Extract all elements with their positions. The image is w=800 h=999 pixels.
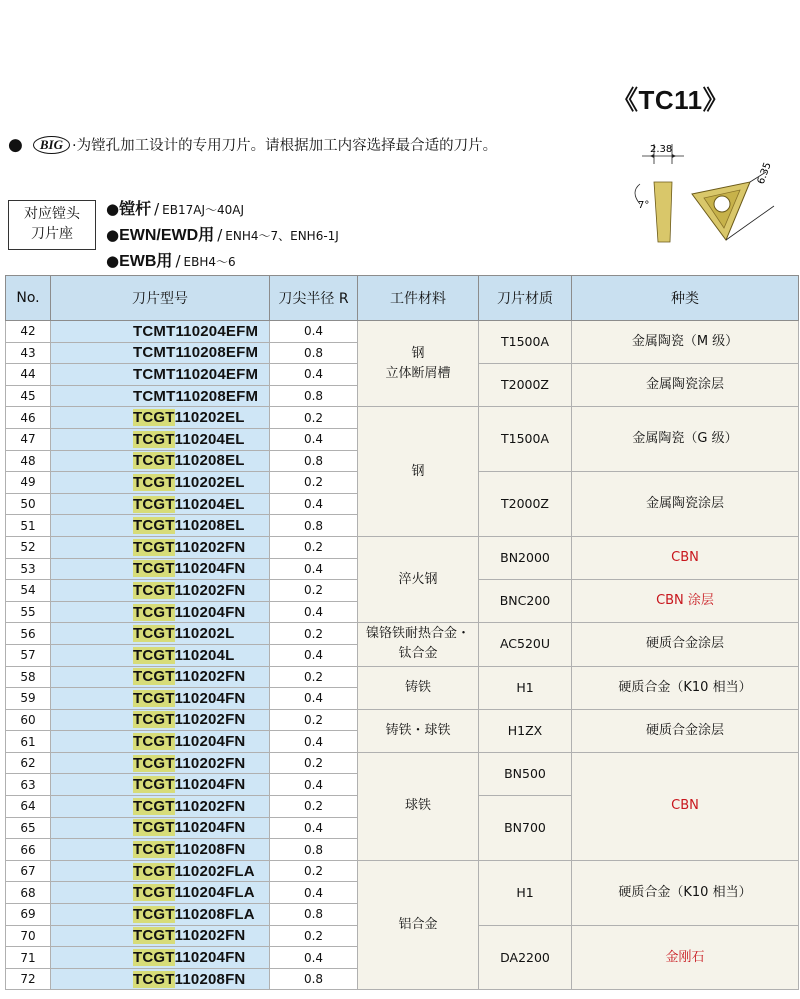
model-suffix: 110204EL [174,495,245,513]
insert-model [51,731,270,753]
model-prefix: TCGT [133,754,175,772]
row-number: 68 [6,882,51,904]
header-grade: 刀片材质 [479,276,572,321]
model-suffix: 110202FN [174,581,246,599]
holder-models: EBH4～6 [183,255,236,269]
table-row [6,752,799,774]
insert-top-view [692,161,774,240]
workpiece-material-line: 钢 [411,463,425,479]
model-suffix: 110202EL [174,409,245,427]
workpiece-material [358,666,479,709]
row-number: 45 [6,385,51,407]
bullet-icon: ● [106,200,120,218]
workpiece-material [358,860,479,990]
insert-kind: CBN 涂层 [572,580,799,623]
separator: / [154,200,160,218]
model-suffix: 110202FN [174,927,246,945]
insert-model [51,428,270,450]
insert-model [51,817,270,839]
model-prefix: TCGT [133,689,175,707]
holder-label-line: 对应镗头 [24,206,80,222]
model-prefix: TCGT [133,797,175,815]
table-row [6,407,799,429]
nose-radius: 0.4 [270,731,358,753]
nose-radius: 0.4 [270,774,358,796]
insert-model [51,536,270,558]
table-row [6,536,799,558]
row-number: 47 [6,428,51,450]
dim-width-label: 2.38 [650,144,673,155]
model-suffix: 110204EL [174,430,245,448]
insert-kind: 硬质合金涂层 [572,709,799,752]
row-number: 58 [6,666,51,688]
header-no: No. [6,276,51,321]
insert-model [51,904,270,926]
bullet-icon: ● [106,252,120,270]
model-suffix: 110204FN [174,560,246,578]
model-prefix: TCGT [133,452,175,470]
holder-label-box [8,200,96,250]
holder-models: EB17AJ～40AJ [162,203,245,217]
model-suffix: 110202FLA [174,862,255,880]
workpiece-material [358,407,479,537]
holder-name: EWN/EWD用 [119,227,215,244]
model-prefix: TCGT [133,970,175,988]
model-prefix: TCGT [133,776,175,794]
model-suffix: 110204FN [174,689,246,707]
row-number: 48 [6,450,51,472]
model-suffix: 110204FN [174,819,246,837]
insert-model [51,644,270,666]
insert-model [51,601,270,623]
nose-radius: 0.4 [270,558,358,580]
model-prefix: TCGT [133,927,175,945]
model-suffix: 110204FLA [174,884,255,902]
workpiece-material [358,623,479,666]
model-prefix: TCGT [133,733,175,751]
intro-text: ·为镗孔加工设计的专用刀片。请根据加工内容选择最合适的刀片。 [71,138,498,154]
insert-model [51,882,270,904]
row-number: 55 [6,601,51,623]
row-number: 42 [6,321,51,343]
row-number: 62 [6,752,51,774]
model-prefix: TCGT [133,625,175,643]
row-number: 63 [6,774,51,796]
header-kind: 种类 [572,276,799,321]
insert-grade: H1 [479,666,572,709]
model-prefix: TCMT [133,365,176,383]
nose-radius: 0.8 [270,515,358,537]
nose-radius: 0.4 [270,364,358,386]
model-prefix: TCGT [133,409,175,427]
nose-radius: 0.4 [270,321,358,343]
holder-label-line: 刀片座 [31,226,73,242]
insert-model [51,968,270,990]
holder-item [106,222,339,248]
model-suffix: 110202L [174,625,235,643]
insert-kind: 硬质合金涂层 [572,623,799,666]
bullet-icon: ● [106,226,120,244]
insert-grade: BN2000 [479,536,572,579]
nose-radius: 0.2 [270,536,358,558]
model-prefix: TCMT [133,322,176,340]
insert-model [51,774,270,796]
insert-grade: AC520U [479,623,572,666]
model-suffix: 110202FN [174,668,246,686]
model-prefix: TCGT [133,473,175,491]
insert-kind: 硬质合金（K10 相当） [572,666,799,709]
model-prefix: TCGT [133,646,175,664]
row-number: 64 [6,796,51,818]
insert-grade: BN700 [479,796,572,861]
insert-model [51,321,270,343]
insert-grade: H1ZX [479,709,572,752]
model-suffix: 110202EL [174,473,245,491]
model-suffix: 110204FN [174,733,246,751]
row-number: 54 [6,580,51,602]
model-prefix: TCGT [133,711,175,729]
model-prefix: TCGT [133,862,175,880]
insert-model [51,666,270,688]
insert-model [51,925,270,947]
insert-diagram [600,132,790,252]
series-code-title: 《TC11》 [612,85,730,115]
table-row [6,860,799,882]
nose-radius: 0.2 [270,580,358,602]
nose-radius: 0.2 [270,860,358,882]
row-number: 61 [6,731,51,753]
model-suffix: 110204FN [174,603,246,621]
table-row [6,321,799,343]
model-suffix: 110208FN [174,841,246,859]
model-prefix: TCGT [133,581,175,599]
model-suffix: 110204EFM [175,322,259,340]
holder-models: ENH4～7、ENH6-1J [225,229,339,243]
workpiece-material [358,536,479,622]
row-number: 52 [6,536,51,558]
row-number: 66 [6,839,51,861]
nose-radius: 0.2 [270,925,358,947]
insert-grade: T1500A [479,321,572,364]
row-number: 43 [6,342,51,364]
model-suffix: 110202FN [174,538,246,556]
model-prefix: TCGT [133,668,175,686]
holder-name: 镗杆 [119,201,152,218]
row-number: 70 [6,925,51,947]
row-number: 50 [6,493,51,515]
insert-model [51,752,270,774]
model-suffix: 110208EL [174,517,245,535]
row-number: 51 [6,515,51,537]
insert-model [51,947,270,969]
model-suffix: 110204FN [174,776,246,794]
insert-side-view [635,144,684,242]
insert-grade: BNC200 [479,580,572,623]
insert-model [51,493,270,515]
insert-kind: 金属陶瓷涂层 [572,472,799,537]
model-prefix: TCGT [133,949,175,967]
row-number: 72 [6,968,51,990]
row-number: 57 [6,644,51,666]
nose-radius: 0.4 [270,688,358,710]
insert-model [51,709,270,731]
model-suffix: 110208FLA [174,905,255,923]
insert-model [51,407,270,429]
model-prefix: TCMT [133,344,176,362]
insert-kind: CBN [572,536,799,579]
workpiece-material-line: 镍铬铁耐热合金・ [365,626,470,642]
insert-kind: 硬质合金（K10 相当） [572,860,799,925]
model-suffix: 110208FN [174,970,246,988]
holder-item [106,196,339,222]
holder-name: EWB用 [119,253,173,270]
workpiece-material-line: 铝合金 [398,917,438,933]
nose-radius: 0.8 [270,904,358,926]
holder-item [106,248,339,274]
nose-radius: 0.2 [270,407,358,429]
insert-grade: DA2200 [479,925,572,990]
model-prefix: TCMT [133,387,176,405]
row-number: 59 [6,688,51,710]
workpiece-material-line: 铸铁 [404,679,431,695]
row-number: 56 [6,623,51,645]
nose-radius: 0.4 [270,428,358,450]
workpiece-material [358,709,479,752]
row-number: 49 [6,472,51,494]
insert-model [51,580,270,602]
nose-radius: 0.4 [270,947,358,969]
header-workpiece: 工件材料 [358,276,479,321]
model-prefix: TCGT [133,430,175,448]
model-suffix: 110204EFM [175,365,259,383]
workpiece-material-line: 铸铁・球铁 [385,722,451,738]
nose-radius: 0.2 [270,796,358,818]
model-suffix: 110202FN [174,711,246,729]
nose-radius: 0.2 [270,623,358,645]
brand-logo: BIG [33,136,70,154]
intro-line [8,134,497,155]
nose-radius: 0.2 [270,752,358,774]
nose-radius: 0.8 [270,450,358,472]
insert-grade: BN500 [479,752,572,795]
bullet-icon: ● [8,134,23,155]
model-prefix: TCGT [133,905,175,923]
nose-radius: 0.4 [270,601,358,623]
nose-radius: 0.8 [270,839,358,861]
model-prefix: TCGT [133,538,175,556]
row-number: 53 [6,558,51,580]
model-prefix: TCGT [133,841,175,859]
row-number: 69 [6,904,51,926]
insert-grade: T1500A [479,407,572,472]
insert-grade: T2000Z [479,364,572,407]
table-header-row [6,276,799,321]
insert-model [51,342,270,364]
table-row [6,623,799,645]
workpiece-material-line: 钛合金 [398,646,438,662]
insert-model [51,472,270,494]
row-number: 65 [6,817,51,839]
separator: / [217,226,223,244]
row-number: 44 [6,364,51,386]
model-suffix: 110204FN [174,949,246,967]
nose-radius: 0.8 [270,968,358,990]
insert-model [51,860,270,882]
insert-model [51,385,270,407]
insert-model [51,839,270,861]
row-number: 60 [6,709,51,731]
row-number: 71 [6,947,51,969]
model-suffix: 110202FN [174,797,246,815]
nose-radius: 0.2 [270,472,358,494]
header-radius: 刀尖半径 R [270,276,358,321]
insert-model [51,515,270,537]
angle-label: 7° [638,200,650,211]
nose-radius: 0.2 [270,709,358,731]
model-prefix: TCGT [133,884,175,902]
model-suffix: 110204L [174,646,235,664]
insert-grade: H1 [479,860,572,925]
insert-model [51,558,270,580]
workpiece-material [358,752,479,860]
nose-radius: 0.2 [270,666,358,688]
insert-model [51,450,270,472]
insert-kind: CBN [572,752,799,860]
insert-model [51,688,270,710]
workpiece-material-line: 钢 [411,345,425,361]
workpiece-material [358,321,479,407]
model-suffix: 110208EL [174,452,245,470]
insert-model [51,796,270,818]
nose-radius: 0.8 [270,385,358,407]
model-suffix: 110202FN [174,754,246,772]
model-suffix: 110208EFM [175,344,259,362]
model-prefix: TCGT [133,560,175,578]
workpiece-material-line: 立体断屑槽 [385,365,451,381]
model-prefix: TCGT [133,819,175,837]
row-number: 46 [6,407,51,429]
model-prefix: TCGT [133,495,175,513]
insert-kind: 金属陶瓷（M 级） [572,321,799,364]
nose-radius: 0.4 [270,493,358,515]
insert-model [51,623,270,645]
header-model: 刀片型号 [51,276,270,321]
table-row [6,709,799,731]
table-row [6,666,799,688]
nose-radius: 0.8 [270,342,358,364]
insert-grade: T2000Z [479,472,572,537]
insert-kind: 金属陶瓷（G 级） [572,407,799,472]
nose-radius: 0.4 [270,817,358,839]
workpiece-material-line: 球铁 [404,798,431,814]
separator: / [175,252,181,270]
workpiece-material-line: 淬火钢 [398,571,438,587]
holder-list [106,196,339,274]
nose-radius: 0.4 [270,644,358,666]
insert-table [5,275,799,990]
insert-kind: 金属陶瓷涂层 [572,364,799,407]
insert-kind: 金刚石 [572,925,799,990]
nose-radius: 0.4 [270,882,358,904]
insert-model [51,364,270,386]
model-prefix: TCGT [133,603,175,621]
dim-ic-label: 6.35 [755,161,774,186]
model-prefix: TCGT [133,517,175,535]
row-number: 67 [6,860,51,882]
model-suffix: 110208EFM [175,387,259,405]
